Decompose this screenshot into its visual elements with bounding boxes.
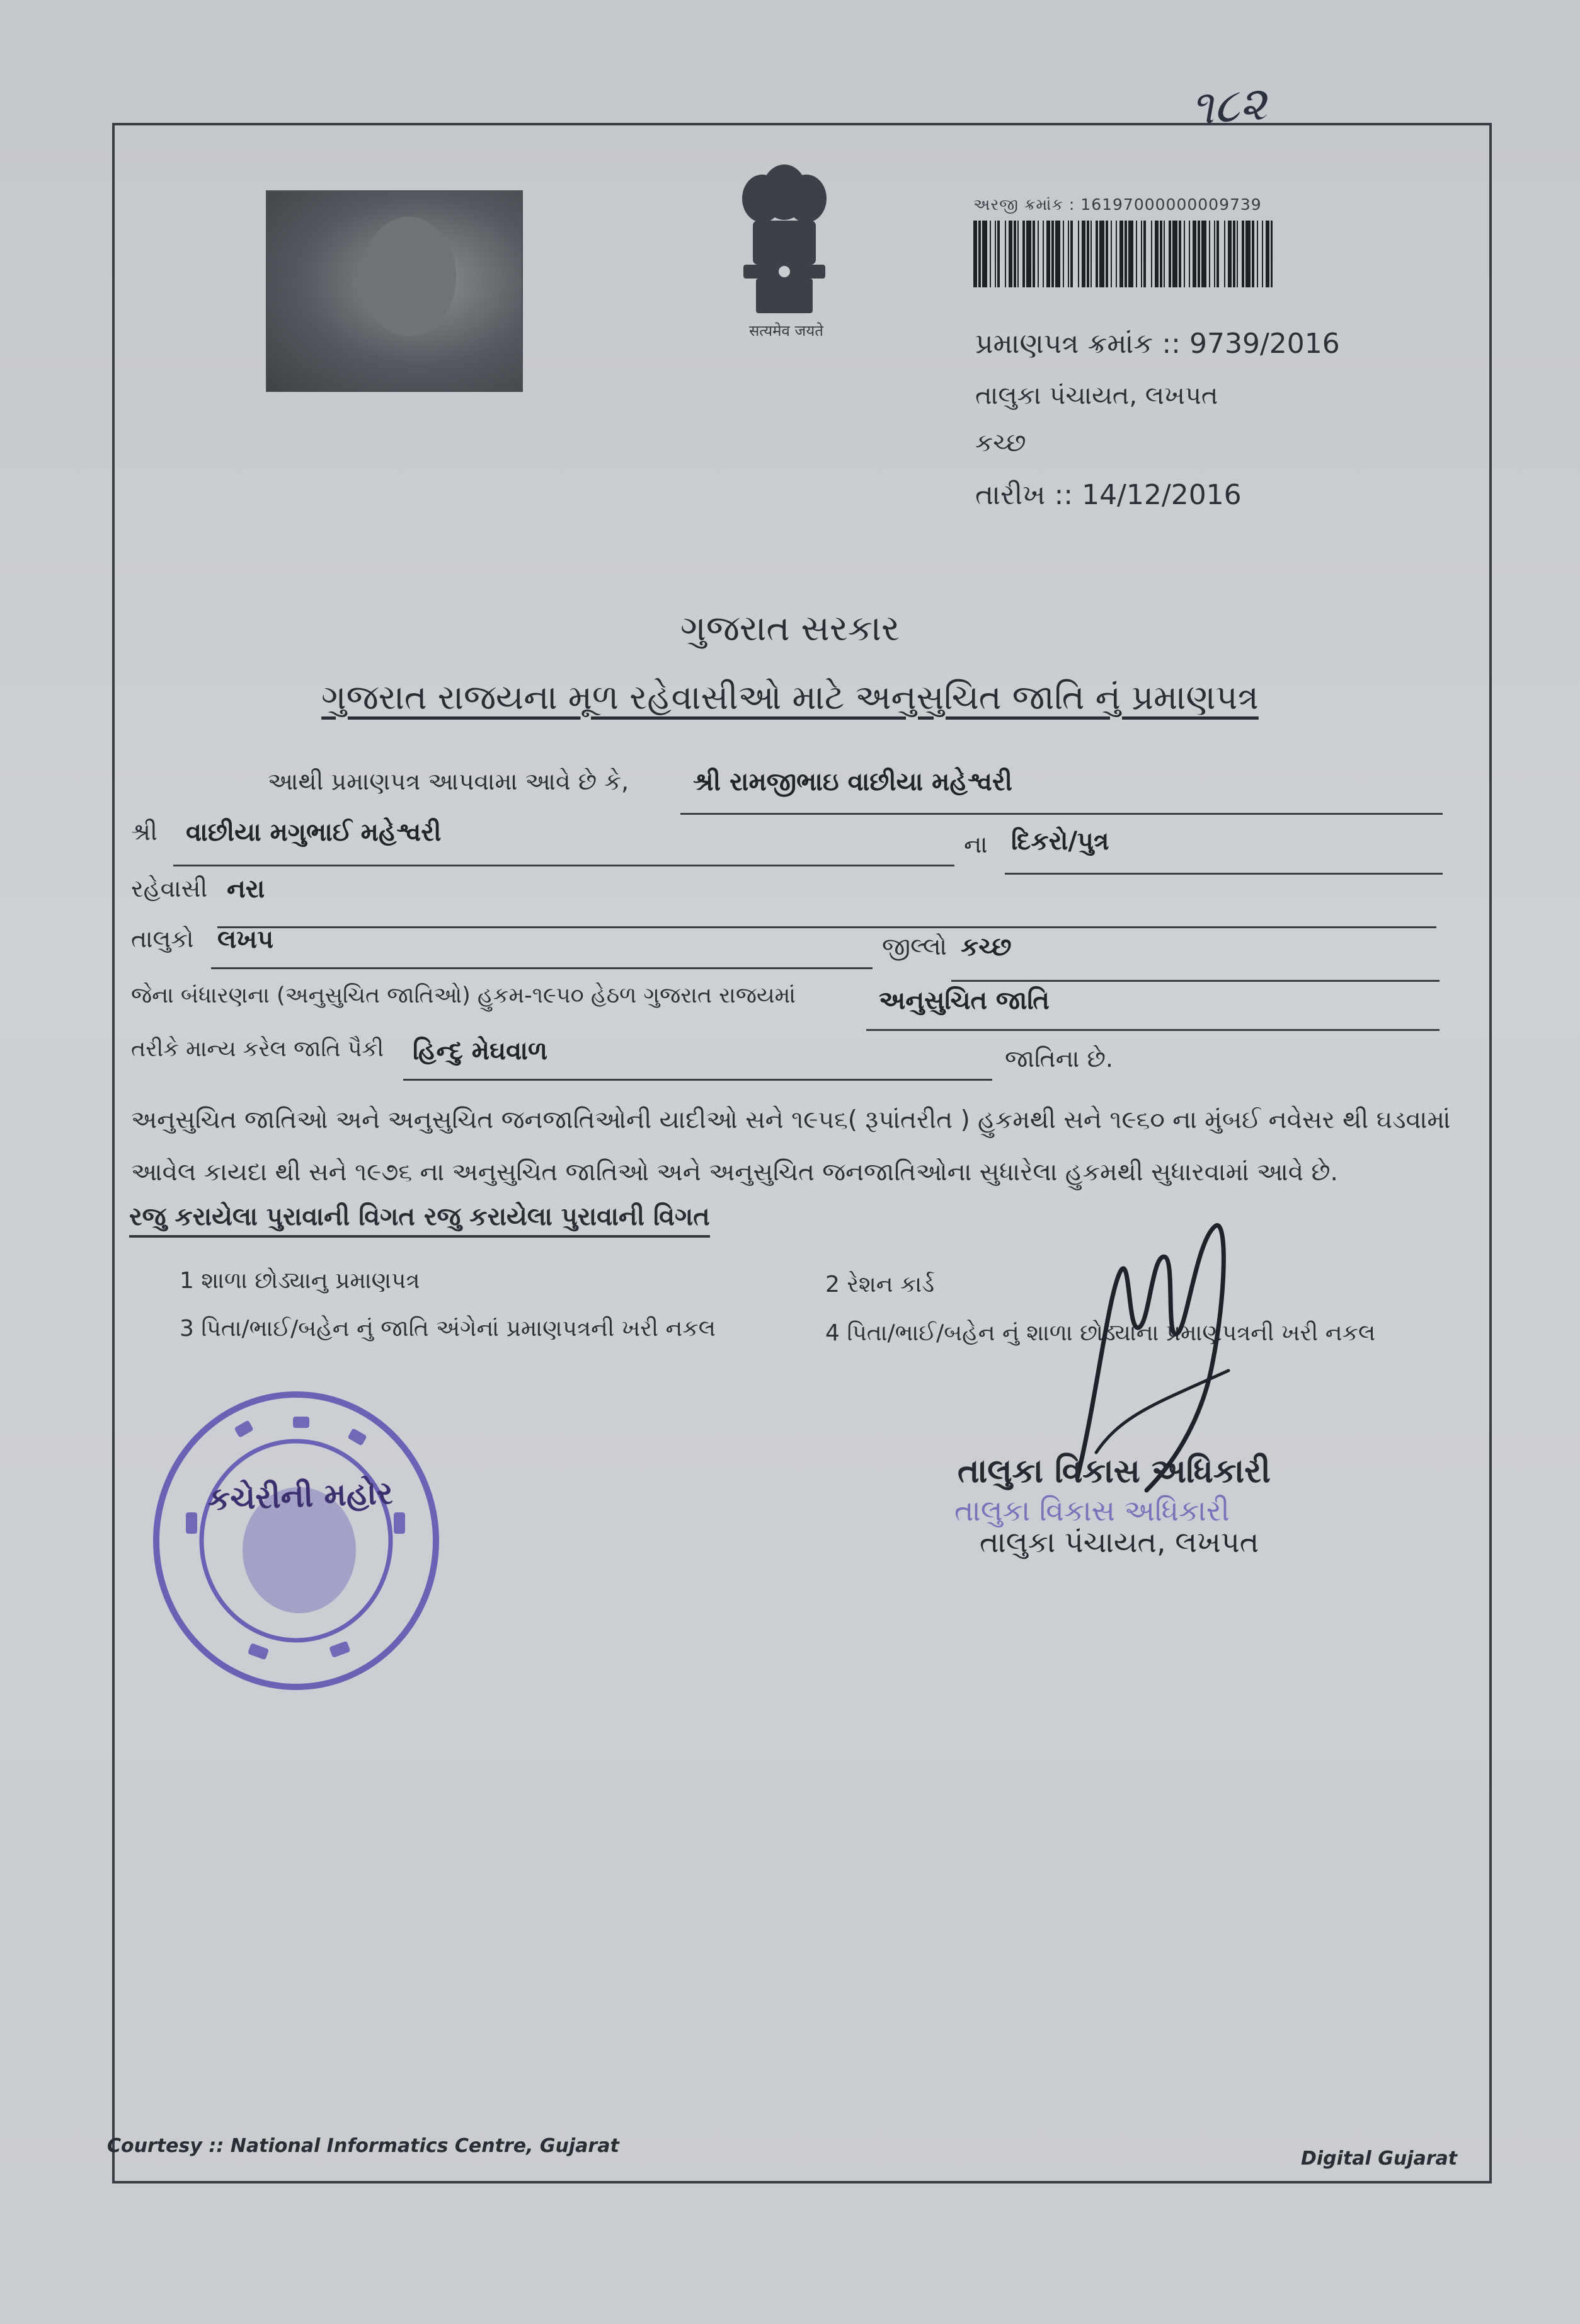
holder-photo: [266, 190, 523, 392]
certificate-number: પ્રમાણપત્ર ક્રમાંક :: 9739/2016: [975, 328, 1340, 360]
officer-stamp-title: તાલુકા વિકાસ અધિકારી: [954, 1493, 1230, 1527]
officer-title: તાલુકા વિકાસ અધિકારી: [958, 1452, 1271, 1490]
resident-value: નરા: [227, 875, 265, 904]
certificate-title: ગુજરાત રાજયના મૂળ રહેવાસીઓ માટે અનુસુચિત જાતિ નું પ્રમાણપત્ર: [321, 677, 1259, 717]
government-heading: ગુજરાત સરકાર: [680, 608, 900, 649]
office-seal-stamp: [148, 1386, 444, 1695]
footer-brand: Digital Gujarat: [1301, 2148, 1458, 2170]
certificate-border: [112, 123, 1492, 2183]
taluka-label: તાલુકો: [131, 925, 194, 953]
footer-courtesy: Courtesy :: National Informatics Centre, Gujarat: [107, 2135, 619, 2157]
shri-label: શ્રી: [131, 818, 157, 846]
taluka-value: લખપ: [217, 925, 274, 954]
relation-value: દિકરો/પુત્ર: [1011, 827, 1109, 856]
document-item: 2 રેશન કાર્ડ: [825, 1272, 934, 1297]
order-label: જેના બંધારણના (અનુસુચિત જાતિઓ) હુકમ-૧૯૫૦ હેઠળ ગુજરાત રાજયમાં: [131, 983, 796, 1008]
issuing-district: કચ્છ: [975, 429, 1026, 457]
issuing-office: તાલુકા પંચાયત, લખપત: [975, 381, 1218, 410]
resident-label: રહેવાસી: [131, 875, 208, 902]
national-emblem-icon: [718, 161, 850, 343]
na-label: ના: [964, 831, 988, 858]
barcode: [973, 221, 1273, 287]
document-item: 4 પિતા/ભાઈ/બહેન નું શાળા છોડ્યાના પ્રમાણપત્રની ખરી નકલ: [825, 1320, 1376, 1346]
caste-value: હિન્દુ મેઘવાળ: [413, 1037, 548, 1066]
officer-office: તાલુકા પંચાયત, લખપત: [980, 1525, 1259, 1559]
district-value: કચ્છ: [961, 933, 1012, 962]
emblem-motto: सत्यमेव जयते: [749, 322, 823, 340]
document-item: 1 શાળા છોડ્યાનુ પ્રમાણપત્ર: [180, 1268, 420, 1294]
issue-date: તારીખ :: 14/12/2016: [975, 479, 1242, 511]
caste-suffix: જાતિના છે.: [1005, 1045, 1113, 1073]
category-value: અનુસુચિત જાતિ: [879, 986, 1050, 1015]
handwritten-page-number: ૧૮૨: [1189, 76, 1269, 136]
document-item: 3 પિતા/ભાઈ/બહેન નું જાતિ અંગેનાં પ્રમાણપત્રની ખરી નકલ: [180, 1316, 716, 1342]
application-number: અરજી ક્રમાંક : 16197000000009739: [973, 195, 1262, 214]
notice-paragraph-line1: અનુસુચિત જાતિઓ અને અનુસુચિત જનજાતિઓની યાદીઓ સને ૧૯૫૬( રૂપાંતરીત ) હુકમથી સને ૧૯૬૦ ના મુંબઈ નવેસર થી ઘડવામાં: [131, 1106, 1451, 1134]
office-seal-label: કચેરીની મહોર: [207, 1474, 394, 1518]
documents-heading: રજુ કરાયેલા પુરાવાની વિગત રજુ કરાયેલા પુરાવાની વિગત: [129, 1202, 710, 1238]
holder-name: શ્રી રામજીભાઇ વાછીયા મહેશ્વરી: [693, 768, 1012, 797]
intro-label: આથી પ્રમાણપત્ર આપવામા આવે છે કે,: [268, 768, 629, 795]
recognized-label: તરીકે માન્ય કરેલ જાતિ પૈકી: [131, 1037, 384, 1062]
father-name: વાછીયા મગુભાઈ મહેશ્વરી: [186, 818, 442, 847]
district-label: જીલ્લો: [882, 933, 947, 960]
notice-paragraph-line2: આવેલ કાયદા થી સને ૧૯૭૬ ના અનુસુચિત જાતિઓ અને અનુસુચિત જનજાતિઓના સુધારેલા હુકમથી સુધારવામાં આવે છે.: [131, 1158, 1338, 1187]
